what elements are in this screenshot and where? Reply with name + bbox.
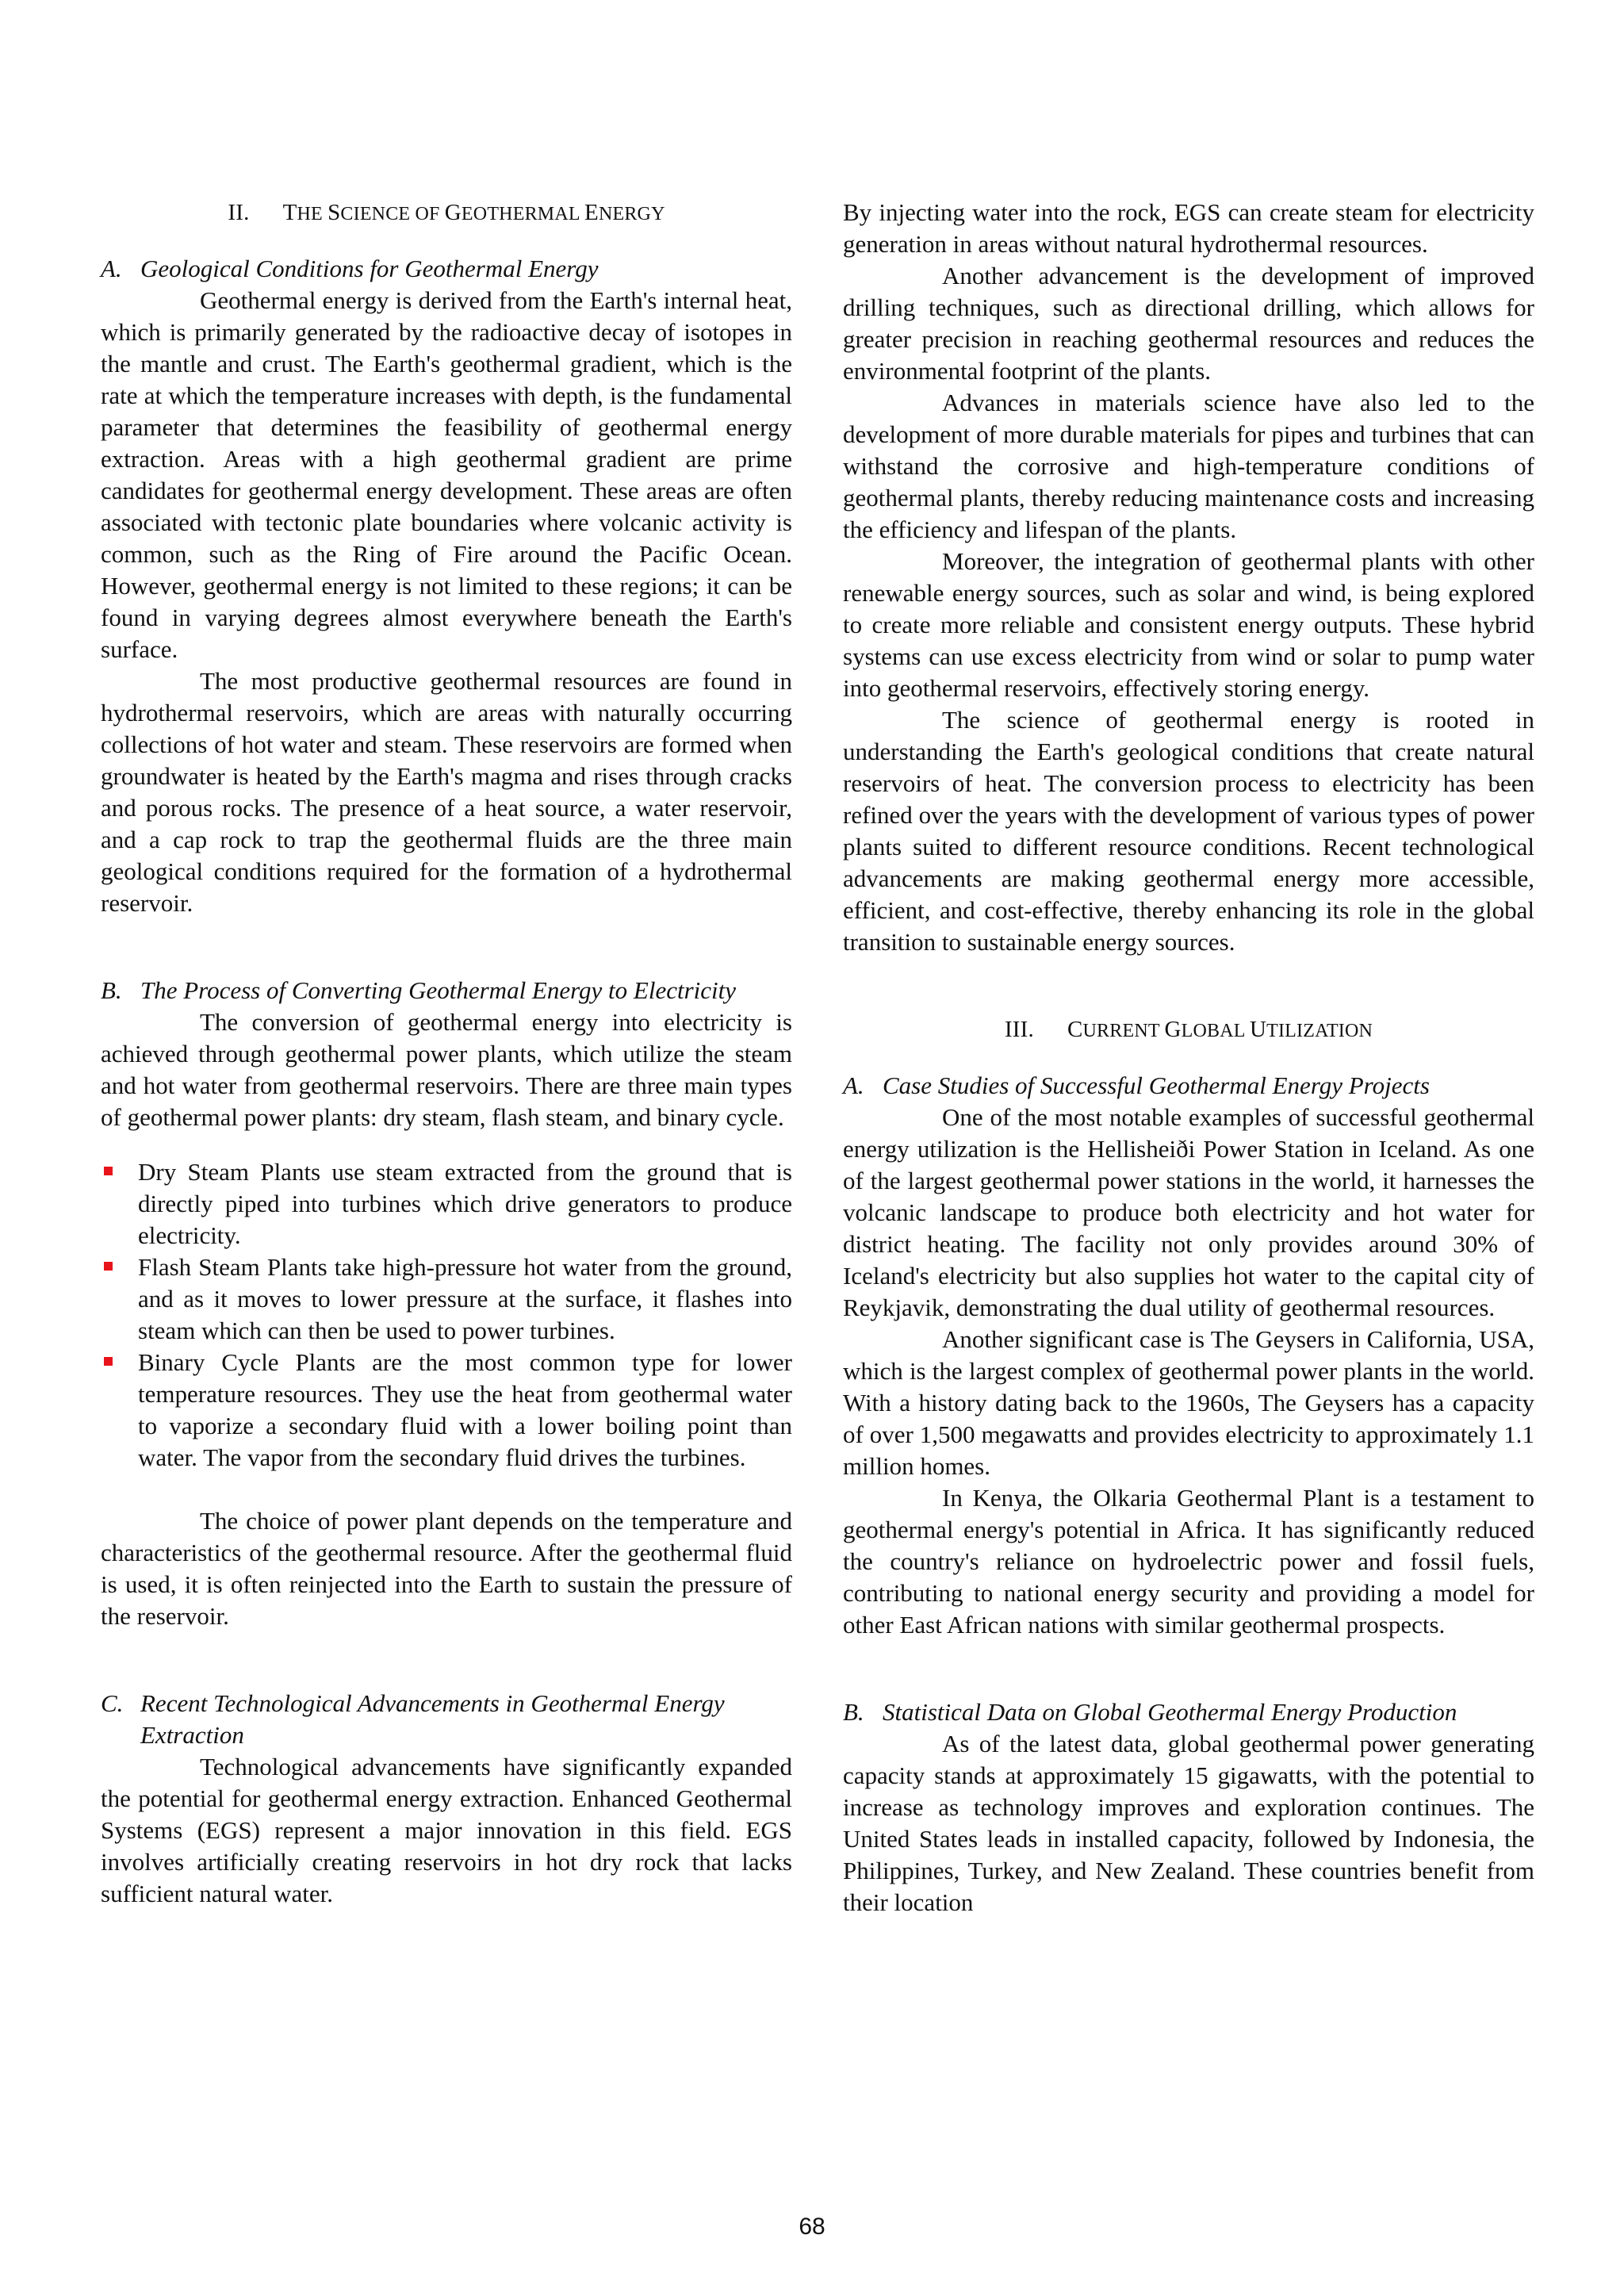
body-paragraph: In Kenya, the Olkaria Geothermal Plant is a testament to geothermal energy's potential in Africa. It has significantly reduced the country's reliance on hydroelectric power and fossil fuels, contributing to national energy security and providing a model for other East African nations with similar geothermal prospects. (843, 1484, 1534, 1639)
subsection-title: Case Studies of Successful Geothermal Energy Projects (883, 1071, 1430, 1099)
body-paragraph: As of the latest data, global geothermal power generating capacity stands at approximately 15 gigawatts, with the potential to increase as technology improves and exploration continues. The United States leads in installed capacity, followed by Indonesia, the Philippines, Turkey, and New Zealand. These countries benefit from their location (843, 1730, 1534, 1916)
section-title-part: U (1249, 1017, 1267, 1042)
left-column (101, 197, 792, 1910)
section-title-part: C (1067, 1017, 1083, 1042)
section-heading-ii (101, 197, 792, 230)
subsection-heading-2b (101, 975, 792, 1006)
body-paragraph: One of the most notable examples of successful geothermal energy utilization is the Hellisheiði Power Station in Iceland. As one of the largest geothermal power stations in the world, it harnesses the volcanic landscape to produce both electricity and hot water for district heating. The facility not only provides around 30% of Iceland's electricity but also supplies hot water to the capital city of Reykjavik, demonstrating the dual utility of geothermal resources. (843, 1103, 1534, 1321)
subsection-label: C. (101, 1689, 124, 1717)
section-title-part: NERGY (598, 204, 665, 224)
list-item (101, 1251, 792, 1347)
body-paragraph: The most productive geothermal resources are found in hydrothermal reservoirs, which are areas with naturally occurring collections of hot water and steam. These reservoirs are formed when groundwater is heated by the Earth's magma and rises through cracks and porous rocks. The presence of a heat source, a water reservoir, and a cap rock to trap the geothermal fluids are the three main geological conditions required for the formation of a hydrothermal reservoir. (101, 667, 792, 917)
subsection-label: A. (843, 1071, 864, 1099)
subsection-label: A. (101, 255, 122, 282)
body-paragraph: Geothermal energy is derived from the Earth's internal heat, which is primarily generated by the radioactive decay of isotopes in the mantle and crust. The Earth's geothermal gradient, which is the rate at which the temperature increases with depth, is the fundamental parameter that determines the feasibility of geothermal energy extraction. Areas with a high geothermal gradient are prime candidates for geothermal energy development. These areas are often associated with tectonic plate boundaries where volcanic activity is common, such as the Ring of Fire around the Pacific Ocean. However, geothermal energy is not limited to these regions; it can be found in varying degrees almost everywhere beneath the Earth's surface. (101, 286, 792, 663)
section-title-part: CIENCE OF (340, 204, 445, 224)
section-title-part: LOBAL (1181, 1021, 1250, 1041)
square-bullet-icon (104, 1357, 113, 1366)
page-number: 68 (799, 2214, 825, 2240)
section-title-part: URRENT (1082, 1021, 1165, 1041)
square-bullet-icon (104, 1262, 113, 1271)
body-paragraph: Technological advancements have significantly expanded the potential for geothermal energy extraction. Enhanced Geothermal Systems (EGS) represent a major innovation in this field. EGS involves artificially creating reservoirs in hot dry rock that lacks sufficient natural water. (101, 1753, 792, 1907)
section-title-part: G (444, 200, 462, 225)
list-item-text: Dry Steam Plants use steam extracted from the ground that is directly piped into turbines which drive generators to produce electricity. (138, 1158, 792, 1249)
subsection-heading-2a (101, 253, 792, 285)
section-title-part: T (282, 200, 297, 225)
body-paragraph: Another significant case is The Geysers in California, USA, which is the largest complex of geothermal power plants in the world. With a history dating back to the 1960s, The Geysers has a capacity of over 1,500 megawatts and provides electricity to approximately 1.1 million homes. (843, 1325, 1534, 1480)
subsection-label: B. (101, 976, 122, 1004)
body-paragraph: Another advancement is the development of improved drilling techniques, such as directional drilling, which allows for greater precision in reaching geothermal resources and reduces the environmental footprint of the plants. (843, 262, 1534, 385)
section-title-part: E (584, 200, 599, 225)
section-number: III. (1004, 1017, 1034, 1042)
subsection-title: Statistical Data on Global Geothermal Energy Production (883, 1698, 1457, 1726)
power-plant-types-list (101, 1156, 792, 1474)
list-item (101, 1156, 792, 1251)
section-title-part: S (327, 200, 341, 225)
body-paragraph: The conversion of geothermal energy into electricity is achieved through geothermal power plants, which utilize the steam and hot water from geothermal reservoirs. There are three main types of geothermal power plants: dry steam, flash steam, and binary cycle. (101, 1008, 792, 1131)
body-paragraph: Moreover, the integration of geothermal plants with other renewable energy sources, such as solar and wind, is being explored to create more reliable and consistent energy outputs. These hybrid systems can use excess electricity from wind or solar to pump water into geothermal reservoirs, effectively storing energy. (843, 547, 1534, 702)
subsection-title: The Process of Converting Geothermal Energy to Electricity (140, 976, 737, 1004)
subsection-heading-3a (843, 1070, 1534, 1102)
subsection-title: Recent Technological Advancements in Geothermal Energy Extraction (140, 1689, 725, 1749)
subsection-label: B. (843, 1698, 864, 1726)
subsection-heading-3b (843, 1696, 1534, 1728)
right-column (843, 197, 1534, 1918)
list-item (101, 1347, 792, 1474)
subsection-heading-2c (101, 1688, 792, 1751)
section-title-part: TILIZATION (1266, 1021, 1373, 1041)
section-number: II. (228, 200, 250, 225)
section-title-part: G (1164, 1017, 1182, 1042)
section-title-part: EOTHERMAL (461, 204, 585, 224)
body-paragraph-continued: By injecting water into the rock, EGS can create steam for electricity generation in areas without natural hydrothermal resources. (843, 198, 1534, 258)
body-paragraph: The choice of power plant depends on the temperature and characteristics of the geothermal resource. After the geothermal fluid is used, it is often reinjected into the Earth to sustain the pressure of the reservoir. (101, 1507, 792, 1630)
body-paragraph: The science of geothermal energy is rooted in understanding the Earth's geological conditions that create natural reservoirs of heat. The conversion process to electricity has been refined over the years with the development of various types of power plants suited to different resource conditions. Recent technological advancements are making geothermal energy more accessible, efficient, and cost-effective, thereby enhancing its role in the global transition to sustainable energy sources. (843, 706, 1534, 956)
list-item-text: Flash Steam Plants take high-pressure hot water from the ground, and as it moves to lower pressure at the surface, it flashes into steam which can then be used to power turbines. (138, 1253, 792, 1344)
square-bullet-icon (104, 1167, 113, 1175)
section-title-part: HE (297, 204, 328, 224)
list-item-text: Binary Cycle Plants are the most common type for lower temperature resources. They use the heat from geothermal water to vaporize a secondary fluid with a lower boiling point than water. The vapor from the secondary fluid drives the turbines. (138, 1348, 792, 1471)
body-paragraph: Advances in materials science have also led to the development of more durable materials for pipes and turbines that can withstand the corrosive and high-temperature conditions of geothermal plants, thereby reducing maintenance costs and increasing the efficiency and lifespan of the plants. (843, 389, 1534, 543)
subsection-title: Geological Conditions for Geothermal Energy (140, 255, 599, 282)
section-heading-iii (843, 1014, 1534, 1047)
